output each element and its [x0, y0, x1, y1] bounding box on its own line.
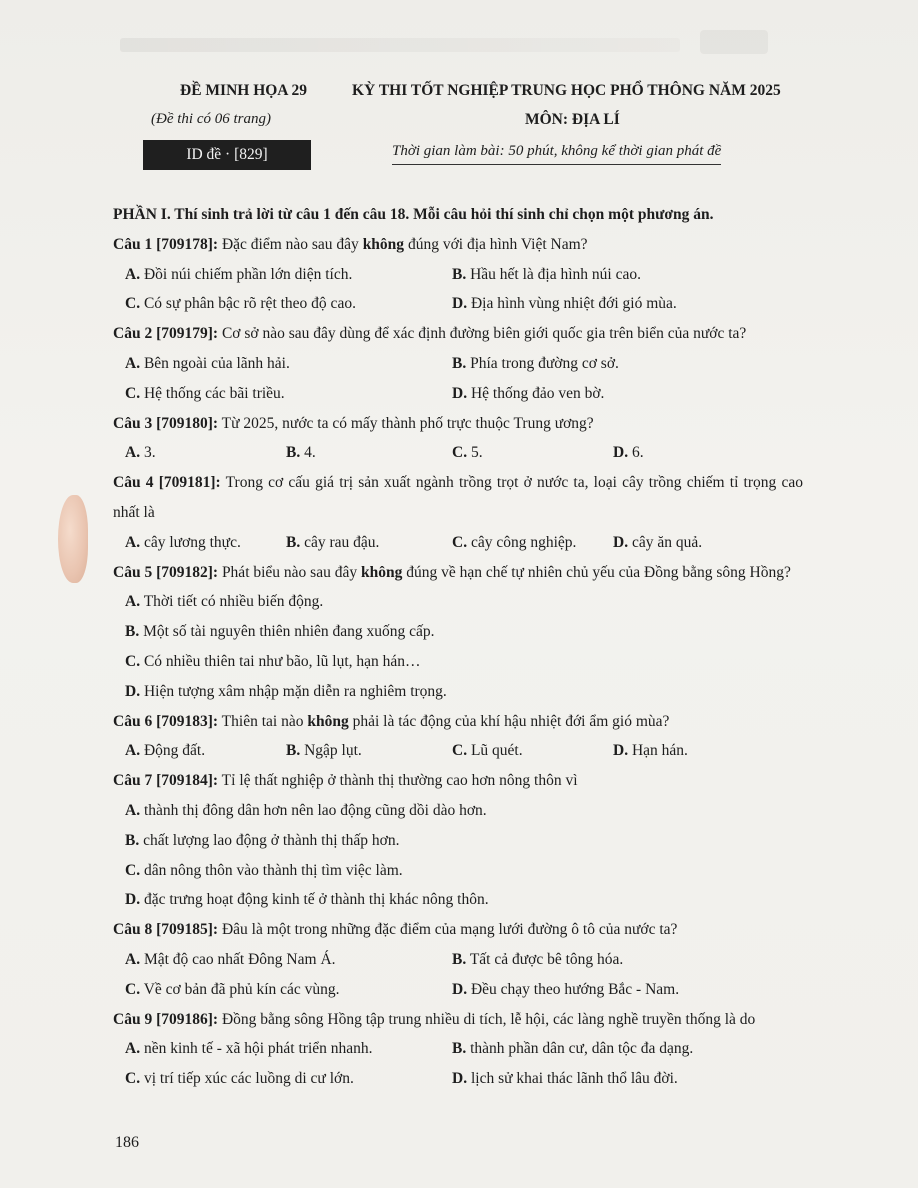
page-number: 186	[115, 1134, 139, 1151]
question-label: Câu 9 [709186]:	[113, 1010, 219, 1028]
option-a: A. Mật độ cao nhất Đông Nam Á.	[125, 950, 336, 968]
option-b: B. 4.	[286, 444, 316, 462]
options-row	[113, 975, 803, 1005]
question-label: Câu 1 [709178]:	[113, 235, 219, 253]
question-label: Câu 8 [709185]:	[113, 921, 219, 939]
option-d: D. Hệ thống đảo ven bờ.	[452, 384, 605, 402]
question-text: Đâu là một trong những đặc điểm của mạng lưới đường ô tô của nước ta?	[221, 921, 678, 939]
exam-id-label: ID đề · [829]	[186, 146, 268, 163]
question-label: Câu 2 [709179]:	[113, 325, 219, 343]
option-a: A. nền kinh tế - xã hội phát triển nhanh.	[125, 1040, 373, 1058]
options-row	[113, 260, 803, 290]
question-text: Phát biểu nào sau đây	[221, 563, 358, 581]
option-c: C. Lũ quét.	[452, 742, 523, 760]
options-row	[113, 289, 803, 319]
options-row	[113, 349, 803, 379]
options-row	[113, 379, 803, 409]
exam-id-badge	[143, 140, 311, 170]
question-text: Từ 2025, nước ta có mấy thành phố trực thuộc Trung ương?	[221, 414, 594, 432]
option-d: D. 6.	[613, 444, 644, 462]
options-row	[113, 1064, 803, 1094]
question-label: Câu 4 [709181]:	[113, 474, 221, 492]
thumb-in-photo	[58, 495, 88, 583]
option-d: D. Đều chạy theo hướng Bắc - Nam.	[452, 980, 680, 998]
question-6	[113, 707, 803, 737]
question-text: phải là tác động của khí hậu nhiệt đới ẩm gió mùa?	[352, 712, 670, 730]
exam-header	[0, 0, 918, 180]
question-text: Trong cơ cấu giá trị sản xuất ngành trồng trọt ở nước ta, loại cây trồng chiếm tỉ trọng cao nhất là	[113, 474, 803, 521]
option-d: D. lịch sử khai thác lãnh thổ lâu đời.	[452, 1070, 678, 1088]
question-9	[113, 1005, 803, 1035]
options-row	[113, 1034, 803, 1064]
option-a: A. cây lương thực.	[125, 533, 241, 551]
option-b: B. Tất cả được bê tông hóa.	[452, 950, 624, 968]
option-a: A. Thời tiết có nhiều biến động.	[125, 593, 324, 611]
question-3	[113, 409, 803, 439]
option-a: A. 3.	[125, 444, 156, 462]
question-text: đúng về hạn chế tự nhiên chủ yếu của Đồng bằng sông Hồng?	[406, 563, 791, 581]
question-text: Cơ sở nào sau đây dùng để xác định đường biên giới quốc gia trên biển của nước ta?	[221, 325, 747, 343]
time-note: Thời gian làm bài: 50 phút, không kể thời gian phát đề	[392, 143, 721, 165]
option-a: A. Bên ngoài của lãnh hải.	[125, 354, 290, 372]
option-c: C. Có nhiều thiên tai như bão, lũ lụt, hạn hán…	[125, 652, 421, 670]
exam-code: ĐỀ MINH HỌA 29	[180, 82, 308, 99]
question-7	[113, 766, 803, 796]
option-d: D. Hiện tượng xâm nhập mặn diễn ra nghiêm trọng.	[125, 682, 447, 700]
option-a: A. Đồi núi chiếm phần lớn diện tích.	[125, 265, 353, 283]
question-text: Đặc điểm nào sau đây	[221, 235, 359, 253]
page-count-note: (Đề thi có 06 trang)	[151, 111, 271, 127]
question-text: đúng với địa hình Việt Nam?	[407, 235, 588, 253]
option-d: D. Địa hình vùng nhiệt đới gió mùa.	[452, 295, 677, 313]
option-b: B. cây rau đậu.	[286, 533, 380, 551]
option-c: C. vị trí tiếp xúc các luồng di cư lớn.	[125, 1070, 354, 1088]
question-label: Câu 6 [709183]:	[113, 712, 219, 730]
question-emphasis: không	[307, 712, 349, 730]
question-5	[113, 558, 803, 588]
exam-title: KỲ THI TỐT NGHIỆP TRUNG HỌC PHỔ THÔNG NĂM 2025	[352, 82, 781, 99]
question-label: Câu 7 [709184]:	[113, 772, 219, 790]
question-text: Thiên tai nào	[221, 712, 304, 730]
options-row	[113, 945, 803, 975]
option-b: B. Phía trong đường cơ sở.	[452, 354, 619, 372]
option-b: B. thành phần dân cư, dân tộc đa dạng.	[452, 1040, 694, 1058]
options-row	[113, 736, 803, 766]
option-d: D. đặc trưng hoạt động kinh tế ở thành thị khác nông thôn.	[125, 891, 489, 909]
options-row	[113, 438, 803, 468]
option-d: D. cây ăn quả.	[613, 533, 703, 551]
option-c: C. 5.	[452, 444, 483, 462]
question-text: Đồng bằng sông Hồng tập trung nhiều di tích, lễ hội, các làng nghề truyền thống là do	[221, 1010, 756, 1028]
option-b: B. chất lượng lao động ở thành thị thấp hơn.	[125, 831, 400, 849]
option-c: C. Hệ thống các bãi triều.	[125, 384, 285, 402]
option-b: B. Ngập lụt.	[286, 742, 362, 760]
option-a: A. Động đất.	[125, 742, 206, 760]
question-8	[113, 915, 803, 945]
option-b: B. Một số tài nguyên thiên nhiên đang xuống cấp.	[125, 623, 435, 641]
option-c: C. dân nông thôn vào thành thị tìm việc làm.	[125, 861, 403, 879]
subject-title: MÔN: ĐỊA LÍ	[525, 111, 620, 128]
question-label: Câu 5 [709182]:	[113, 563, 219, 581]
option-c: C. Có sự phân bậc rõ rệt theo độ cao.	[125, 295, 356, 313]
question-2	[113, 319, 803, 349]
question-4	[113, 468, 803, 528]
question-1	[113, 230, 803, 260]
option-d: D. Hạn hán.	[613, 742, 688, 760]
option-a: A. thành thị đông dân hơn nên lao động cũng dồi dào hơn.	[125, 801, 487, 819]
question-label: Câu 3 [709180]:	[113, 414, 219, 432]
question-emphasis: không	[360, 563, 403, 581]
options-row	[113, 528, 803, 558]
option-b: B. Hầu hết là địa hình núi cao.	[452, 265, 641, 283]
option-c: C. cây công nghiệp.	[452, 533, 577, 551]
question-text: Tỉ lệ thất nghiệp ở thành thị thường cao hơn nông thôn vì	[221, 772, 578, 790]
question-emphasis: không	[362, 235, 405, 253]
part-title: PHẦN I. Thí sinh trả lời từ câu 1 đến câu 18. Mỗi câu hỏi thí sinh chỉ chọn một phương án.	[113, 206, 714, 223]
option-c: C. Về cơ bản đã phủ kín các vùng.	[125, 980, 340, 998]
question-list	[113, 200, 803, 1094]
